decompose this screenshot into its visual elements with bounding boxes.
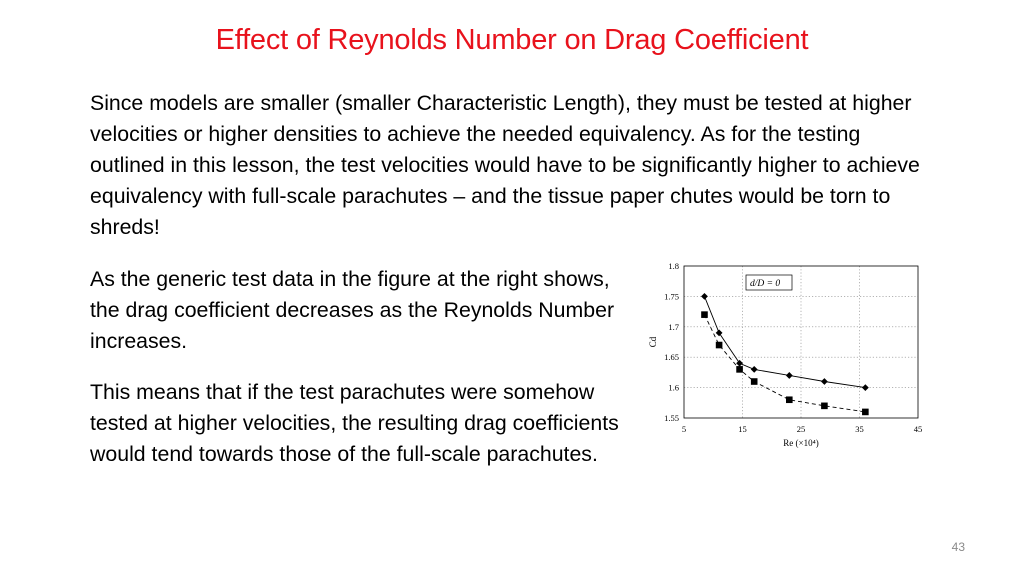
legend-label: d/D = 0 [750,279,781,289]
page-number: 43 [951,540,965,554]
y-tick-label: 1.75 [664,291,679,302]
diamond-marker [751,366,758,373]
x-tick-label: 35 [855,424,864,434]
diamond-marker [821,378,828,385]
chart-legend [746,275,792,290]
drag-coefficient-chart [636,252,936,457]
chart-series [701,293,869,415]
y-tick-label: 1.7 [668,321,679,332]
diamond-marker [862,384,869,391]
square-marker [716,342,723,349]
slide-title: Effect of Reynolds Number on Drag Coefficient [215,24,809,56]
y-tick-label: 1.6 [668,382,679,393]
square-series-line [705,315,866,412]
y-axis-label: Cd [648,336,658,348]
diamond-marker [736,360,743,367]
square-marker [736,366,743,373]
diamond-marker [716,329,723,336]
y-tick-label: 1.8 [668,261,679,271]
x-tick-label: 25 [796,424,806,434]
paragraph-model-testing: Since models are smaller (smaller Characteristic Length), they must be tested at higher velocities or higher densities to achieve the needed equivalency. As for the testing outlined in this lesson, the test velocities would have to be significantly higher to achieve equivalency with full-scale parachutes – and the tissue paper chutes would be torn to shreds! [90,91,920,239]
diamond-marker [701,293,708,300]
square-marker [701,311,708,318]
axis-ticks [664,261,922,434]
square-marker [786,396,793,403]
diamond-marker [786,372,793,379]
x-tick-label: 15 [738,424,747,434]
y-tick-label: 1.65 [664,352,679,363]
square-marker [862,409,869,416]
x-axis-label: Re (×10⁴) [783,438,819,448]
paragraph-figure-description: As the generic test data in the figure at the right shows, the drag coefficient decreases as the Reynolds Number increases. [90,267,615,353]
y-tick-label: 1.55 [664,413,679,423]
paragraph-conclusion: This means that if the test parachutes were somehow tested at higher velocities, the resulting drag coefficients would tend towards those of the full-scale parachutes. [90,380,619,466]
square-marker [821,403,828,410]
x-tick-label: 5 [681,424,687,434]
x-tick-label: 45 [913,424,923,434]
diamond-series-line [705,296,866,387]
square-marker [751,378,758,385]
